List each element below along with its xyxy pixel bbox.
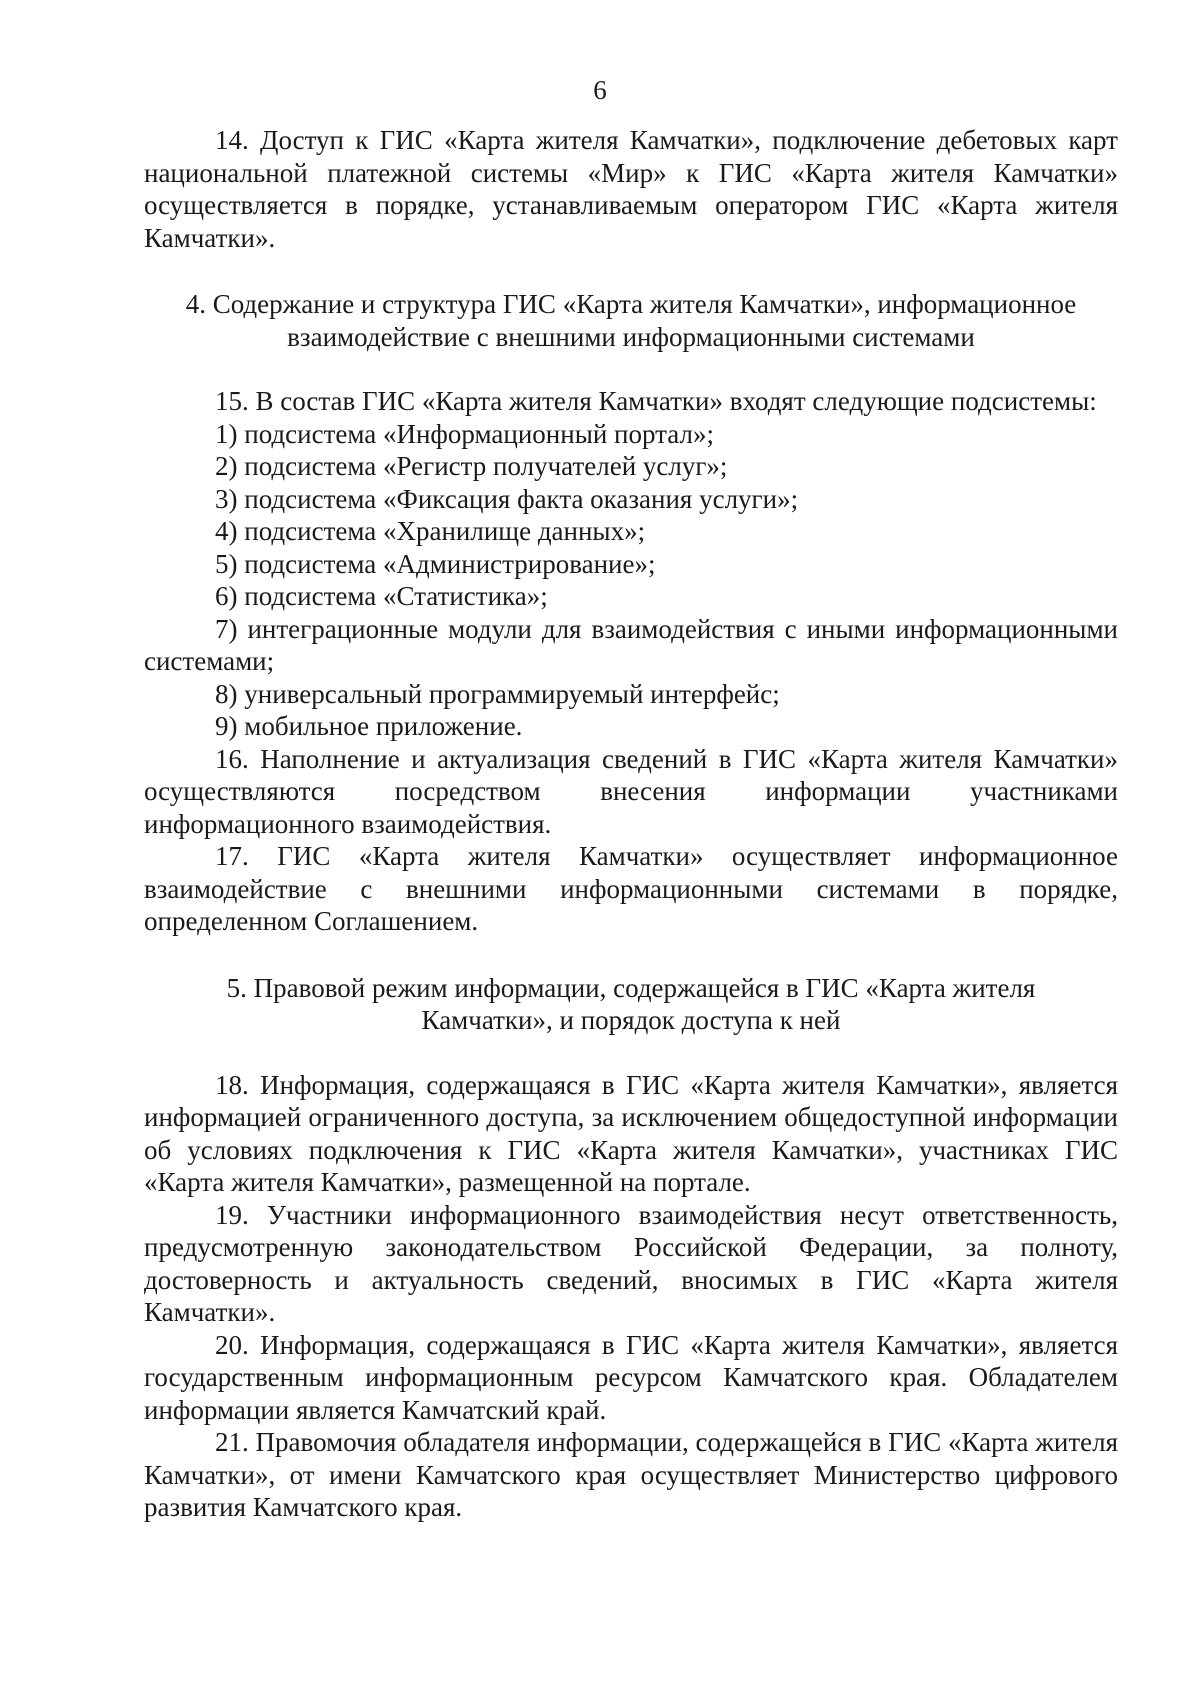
section-5-heading-line-1: 5. Правовой режим информации, содержащейся в ГИС «Карта жителя [226,972,1036,1003]
paragraph-16: 16. Наполнение и актуализация сведений в ГИС «Карта жителя Камчатки» осуществляются посредством внесения информации участниками информационного взаимодействия. [144,743,1118,839]
list-item-3: 3) подсистема «Фиксация факта оказания услуги»; [215,483,799,514]
paragraph-19: 19. Участники информационного взаимодействия несут ответственность, предусмотренную законодательством Российской Федерации, за полноту, достоверность и актуальность сведений, вносимых в ГИС «Карта жителя Камчатки». [144,1199,1118,1327]
paragraph-14: 14. Доступ к ГИС «Карта жителя Камчатки», подключение дебетовых карт национальной платежной системы «Мир» к ГИС «Карта жителя Камчатки» осуществляется в порядке, устанавливаемым оператором ГИС «Карта жителя Камчатки». [144,125,1118,253]
paragraph-17: 17. ГИС «Карта жителя Камчатки» осуществляет информационное взаимодействие с внешними информационными системами в порядке, определенном Соглашением. [144,841,1118,936]
section-4-heading [144,288,1118,353]
paragraph-15: 15. В состав ГИС «Карта жителя Камчатки» входят следующие подсистемы: [215,386,1097,416]
list-item-7: 7) интеграционные модули для взаимодействия с иными информационными системами; [144,613,1118,676]
section-5-heading [144,972,1118,1037]
paragraph-21: 21. Правомочия обладателя информации, содержащейся в ГИС «Карта жителя Камчатки», от имени Камчатского края осуществляет Министерство цифрового развития Камчатского края. [144,1427,1118,1522]
list-item-4: 4) подсистема «Хранилище данных»; [215,516,646,546]
paragraph-18: 18. Информация, содержащаяся в ГИС «Карта жителя Камчатки», является информацией ограниченного доступа, за исключением общедоступной информации об условиях подключения к ГИС «Карта жителя Камчатки», участниках ГИС «Карта жителя Камчатки», размещенной на портале. [144,1069,1118,1197]
document-body [144,124,1118,1524]
section-4-heading-line-2: взаимодействие с внешними информационными системами [287,321,975,352]
section-4-heading-line-1: 4. Содержание и структура ГИС «Карта жителя Камчатки», информационное [185,289,1077,319]
paragraph-20: 20. Информация, содержащаяся в ГИС «Карта жителя Камчатки», является государственным информационным ресурсом Камчатского края. Обладателем информации является Камчатский край. [144,1329,1118,1425]
section-5-heading-line-2: Камчатки», и порядок доступа к ней [421,1005,841,1035]
page-number: 6 [593,75,607,105]
list-item-9: 9) мобильное приложение. [215,711,523,741]
list-item-1: 1) подсистема «Информационный портал»; [215,418,714,449]
list-item-2: 2) подсистема «Регистр получателей услуг»; [215,451,728,481]
list-item-6: 6) подсистема «Статистика»; [215,581,548,611]
list-item-8: 8) универсальный программируемый интерфейс; [215,678,780,709]
list-item-5: 5) подсистема «Администрирование»; [215,548,656,579]
